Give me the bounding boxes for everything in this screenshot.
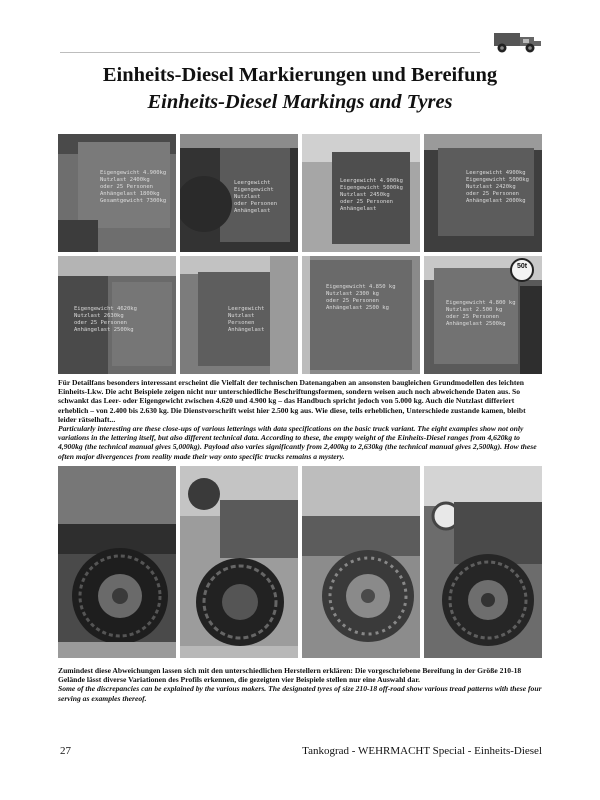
- page-title-german: Einheits-Diesel Markierungen und Bereifung: [102, 64, 498, 86]
- marking-photo-4: [424, 134, 542, 252]
- weight-limit-sign: 50t: [516, 263, 528, 270]
- marking-photo-1: [58, 134, 176, 252]
- stencil-text: Eigengewicht 4.900kg Nutzlast 2400kg oder 25 Personen Anhängelast 1800kg Gesamtgewicht 7300kg: [100, 170, 167, 204]
- caption-german: Zumindest diese Abweichungen lassen sich mit den unterschiedlichen Herstellern erklären: Die vorgeschriebene Bereifung in der Größe 210-18 Gelände lässt diverse Variationen des Profils erkennen, die gezeigten vier Beispiele stellen nur eine Auswahl dar.: [58, 666, 522, 685]
- markings-photo-grid: [58, 134, 542, 374]
- tyre-photo-2: [180, 466, 298, 658]
- caption-english: Some of the discrepancies can be explained by the various makers. The designated tyres of size 210-18 off-road show various tread patterns with these four serving as examples thereof.: [58, 684, 542, 703]
- caption-german: Für Detailfans besonders interessant erscheint die Vielfalt der technischen Datenangaben an ansonsten baugleichen Grundmodellen des leichten Einheits-Lkw. Die acht Beispiele zeigen nicht nur unterschiedliche Beschriftungsformen, sondern weisen auch noch abweichende Daten aus. So schwankt das Leer- oder Eigengewicht zwischen 4.620 und 4.900 kg – das Handbuch spricht jedoch von 5.000 kg. Auch die Nutzlast differiert erheblich – von 2.400 bis 2.630 kg. Die Dienstvorschrift weist hier 2.500 kg aus. Wie diese, teils erheblichen, Unterschiede zustande kamen, bleibt leider rätselhaft...: [58, 378, 526, 424]
- stencil-text: Leergewicht Eigengewicht Nutzlast oder Personen Anhängelast: [234, 180, 278, 214]
- stencil-text: Eigengewicht 4.850 kg Nutzlast 2300 kg oder 25 Personen Anhängelast 2500 kg: [326, 284, 396, 311]
- stencil-text: Leergewicht 4900kg Eigengewicht 5000kg Nutzlast 2420kg oder 25 Personen Anhängelast 2000kg: [466, 170, 529, 204]
- marking-photo-7: [302, 256, 420, 374]
- publication-footer: Tankograd - WEHRMACHT Special - Einheits-Diesel: [302, 745, 542, 757]
- truck-icon: [492, 30, 544, 54]
- marking-photo-8: [424, 256, 542, 374]
- header-rule: [60, 52, 480, 53]
- marking-photo-6: [180, 256, 298, 374]
- caption-markings: [58, 378, 542, 461]
- caption-tyres: [58, 666, 542, 703]
- stencil-text: Eigengewicht 4.800 kg Nutzlast 2.500 kg oder 25 Personen Anhängelast 2500kg: [446, 300, 516, 327]
- stencil-text: Leergewicht 4.900kg Eigengewicht 5000kg Nutzlast 2450kg oder 25 Personen Anhängelast: [340, 178, 403, 212]
- caption-english: Particularly interesting are these close-ups of various letterings with data specifications on the basic truck variant. The eight examples show not only variations in the lettering itself, but also different technical data. According to these, the empty weight of the Einheits-Diesel ranges from 4,620kg to 4,900kg (the technical manual gives 5,000kg). Payload also varies significantly from 2,400kg to 2,630kg (the technical manual gives 2,500kg). How these often major divergences from reality made their way onto specific trucks remains a mystery.: [58, 424, 537, 461]
- tyre-photo-3: [302, 466, 420, 658]
- page-number: 27: [60, 745, 71, 757]
- stencil-text: Leergewicht Nutzlast Personen Anhängelast: [228, 306, 265, 333]
- marking-photo-2: [180, 134, 298, 252]
- page-title-english: Einheits-Diesel Markings and Tyres: [147, 91, 453, 113]
- marking-photo-5: [58, 256, 176, 374]
- marking-photo-3: [302, 134, 420, 252]
- tyre-photo-4: [424, 466, 542, 658]
- tyre-photo-1: [58, 466, 176, 658]
- tyres-photo-grid: [58, 466, 542, 658]
- stencil-text: Eigengewicht 4620kg Nutzlast 2630kg oder 25 Personen Anhängelast 2500kg: [74, 306, 137, 333]
